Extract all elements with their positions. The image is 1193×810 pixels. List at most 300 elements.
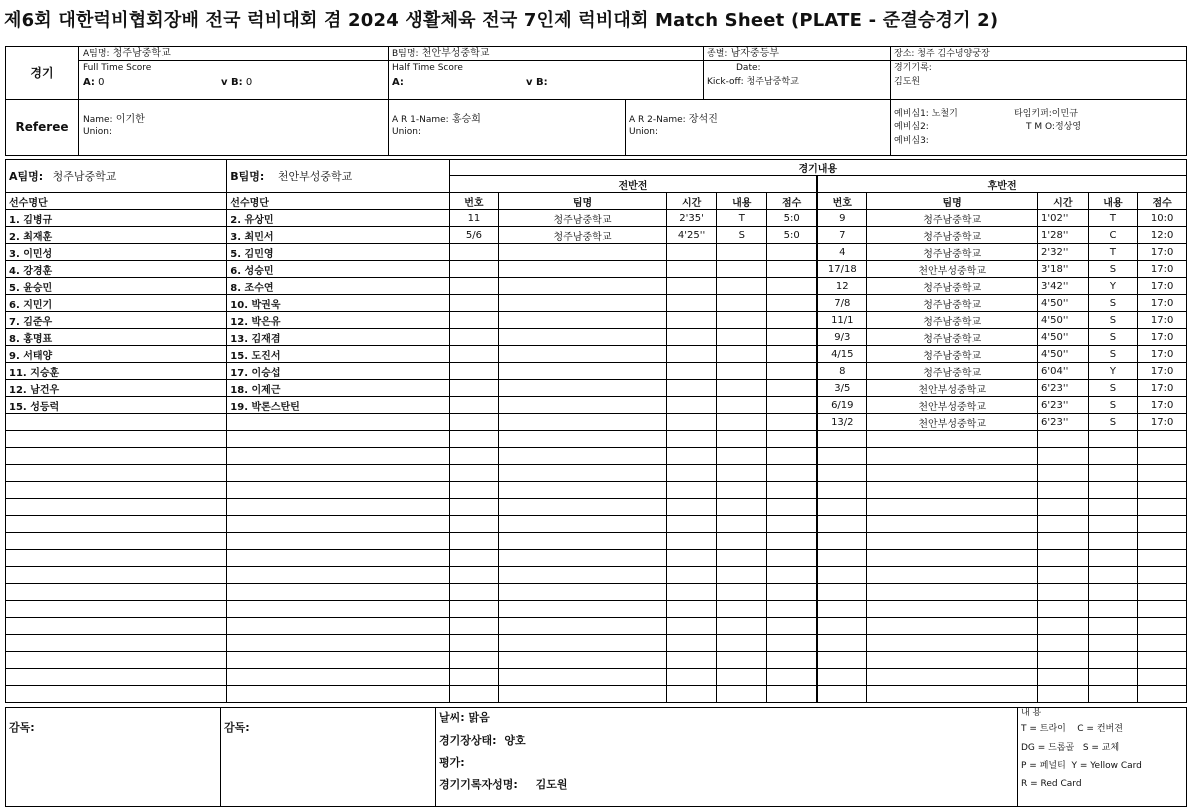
table-row <box>6 397 1187 414</box>
second-half-team <box>867 431 1038 448</box>
roster-player-b <box>227 550 449 567</box>
referee-union-label: Union: <box>83 127 113 137</box>
first-half-no <box>449 380 499 397</box>
second-half-score: 17:0 <box>1138 244 1187 261</box>
table-row <box>6 278 1187 295</box>
first-half-no <box>449 431 499 448</box>
first-half-score <box>767 482 818 499</box>
legend-line-1: T = 트라이 C = 컨버젼 <box>1021 724 1123 734</box>
table-row <box>6 550 1187 567</box>
first-half-no: 11 <box>449 210 499 227</box>
first-half-time <box>666 465 717 482</box>
team-b-name: 천안부성중학교 <box>421 48 490 59</box>
second-half-time: 2'32'' <box>1037 244 1088 261</box>
first-half-type <box>717 550 767 567</box>
first-half-score <box>767 380 818 397</box>
first-half-team <box>499 295 667 312</box>
second-half-score: 17:0 <box>1138 397 1187 414</box>
second-half-score: 10:0 <box>1138 210 1187 227</box>
second-half-team: 천안부성중학교 <box>867 397 1038 414</box>
first-half-type <box>717 686 767 703</box>
field-value: 양호 <box>504 734 526 747</box>
second-half-team: 청주남중학교 <box>867 329 1038 346</box>
roster-player-b <box>227 567 449 584</box>
first-half-team <box>499 618 667 635</box>
second-half-team <box>867 465 1038 482</box>
division-value: 남자중등부 <box>730 48 779 59</box>
first-half-no <box>449 278 499 295</box>
first-half-time <box>666 584 717 601</box>
second-half-type <box>1088 635 1138 652</box>
first-half-team <box>499 380 667 397</box>
second-half-no: 7 <box>817 227 867 244</box>
col-team-1: 팀명 <box>499 193 667 210</box>
first-half-type <box>717 499 767 516</box>
table-row <box>6 601 1187 618</box>
first-half-no <box>449 295 499 312</box>
table-row <box>6 465 1187 482</box>
second-half-time <box>1037 635 1088 652</box>
roster-player-b <box>227 601 449 618</box>
legend-title: 내 용 <box>1021 708 1042 718</box>
roster-player-a: 1. 김병규 <box>6 210 227 227</box>
roster-player-b: 12. 박은유 <box>227 312 449 329</box>
second-half-score <box>1138 448 1187 465</box>
table-row <box>6 516 1187 533</box>
second-half-type <box>1088 465 1138 482</box>
first-half-type <box>717 431 767 448</box>
first-half-no <box>449 482 499 499</box>
roster-list-label-b: 선수명단 <box>227 193 449 210</box>
second-half-no <box>817 482 867 499</box>
roster-player-a: 8. 홍명표 <box>6 329 227 346</box>
first-half-type <box>717 363 767 380</box>
second-half-time <box>1037 669 1088 686</box>
first-half-score <box>767 618 818 635</box>
first-half-type <box>717 329 767 346</box>
venue-value: 청주 김수녕양궁장 <box>917 49 990 59</box>
first-half-team <box>499 635 667 652</box>
first-half-type <box>717 278 767 295</box>
first-half-time <box>666 244 717 261</box>
ft-b-score: 0 <box>245 77 253 88</box>
first-half-no <box>449 244 499 261</box>
first-half-type <box>717 397 767 414</box>
second-half-team <box>867 635 1038 652</box>
first-half-team <box>499 312 667 329</box>
first-half-type: S <box>717 227 767 244</box>
first-half-time <box>666 567 717 584</box>
second-half-type: S <box>1088 261 1138 278</box>
roster-player-a <box>6 550 227 567</box>
second-half-no: 9/3 <box>817 329 867 346</box>
first-half-type <box>717 482 767 499</box>
second-half-team <box>867 448 1038 465</box>
first-half-team <box>499 414 667 431</box>
second-half-team <box>867 567 1038 584</box>
first-half-score <box>767 431 818 448</box>
full-time-label: Full Time Score <box>83 63 152 73</box>
second-half-score <box>1138 431 1187 448</box>
second-half-score <box>1138 550 1187 567</box>
table-row <box>6 686 1187 703</box>
recorder-sign-label: 경기기록자성명: <box>439 778 518 791</box>
roster-team-b: 천안부성중학교 <box>277 170 353 183</box>
roster-player-b: 17. 이승섭 <box>227 363 449 380</box>
first-half-time <box>666 550 717 567</box>
first-half-no <box>449 635 499 652</box>
timekeeper: 타임키퍼:이민규 <box>1014 109 1078 119</box>
first-half-team <box>499 516 667 533</box>
second-half-time <box>1037 516 1088 533</box>
match-label: 경기 <box>6 47 79 99</box>
roster-player-b <box>227 431 449 448</box>
second-half-type: S <box>1088 329 1138 346</box>
first-half-time <box>666 278 717 295</box>
second-half-type: S <box>1088 414 1138 431</box>
second-half-team: 청주남중학교 <box>867 312 1038 329</box>
roster-player-b: 18. 이제근 <box>227 380 449 397</box>
first-half-no <box>449 312 499 329</box>
roster-player-b <box>227 669 449 686</box>
roster-player-b <box>227 499 449 516</box>
second-half-no: 13/2 <box>817 414 867 431</box>
second-half-score <box>1138 482 1187 499</box>
page-title: 제6회 대한럭비협회장배 전국 럭비대회 겸 2024 생활체육 전국 7인제 럭비대회 Match Sheet (PLATE - 준결승경기 2) <box>4 10 999 31</box>
venue-label: 장소: <box>894 49 915 59</box>
first-half-score <box>767 669 818 686</box>
first-half-no <box>449 601 499 618</box>
col-type-2: 내용 <box>1088 193 1138 210</box>
roster-player-a <box>6 567 227 584</box>
second-half-team <box>867 686 1038 703</box>
first-half-time <box>666 635 717 652</box>
table-row <box>6 227 1187 244</box>
roster-player-b: 3. 최민서 <box>227 227 449 244</box>
roster-team-row <box>6 160 1187 176</box>
first-half-time <box>666 346 717 363</box>
second-half-score <box>1138 652 1187 669</box>
match-content-label: 경기내용 <box>449 160 1186 176</box>
roster-player-a <box>6 652 227 669</box>
table-row <box>6 363 1187 380</box>
first-half-type <box>717 516 767 533</box>
first-half-team <box>499 482 667 499</box>
roster-player-b <box>227 448 449 465</box>
first-half-score: 5:0 <box>767 210 818 227</box>
second-half-score <box>1138 669 1187 686</box>
table-row <box>6 312 1187 329</box>
roster-player-b: 6. 성승민 <box>227 261 449 278</box>
first-half-time <box>666 516 717 533</box>
field-label: 경기장상태: <box>439 734 497 747</box>
first-half-team: 청주남중학교 <box>499 227 667 244</box>
col-no-2: 번호 <box>817 193 867 210</box>
second-half-no <box>817 550 867 567</box>
second-half-team <box>867 516 1038 533</box>
first-half-score <box>767 601 818 618</box>
first-half-score <box>767 550 818 567</box>
first-half-score <box>767 329 818 346</box>
second-half-type <box>1088 431 1138 448</box>
roster-team-a: 청주남중학교 <box>52 170 117 183</box>
roster-list-label-a: 선수명단 <box>6 193 227 210</box>
second-half-time: 6'23'' <box>1037 397 1088 414</box>
second-half-no <box>817 584 867 601</box>
roster-player-b <box>227 414 449 431</box>
second-half-type <box>1088 669 1138 686</box>
first-half-no <box>449 329 499 346</box>
second-half-no <box>817 652 867 669</box>
second-half-time <box>1037 431 1088 448</box>
first-half-score <box>767 499 818 516</box>
recorder-sign-value: 김도원 <box>535 778 568 791</box>
second-half-no <box>817 567 867 584</box>
second-half-time <box>1037 533 1088 550</box>
reserve-ref-1: 예비심1: 노철기 <box>894 109 958 119</box>
second-half-type: S <box>1088 312 1138 329</box>
team-a-name: 청주남중학교 <box>112 48 171 59</box>
second-half-team: 청주남중학교 <box>867 244 1038 261</box>
second-half-team: 천안부성중학교 <box>867 380 1038 397</box>
ar2-union-label: Union: <box>629 127 659 137</box>
first-half-type <box>717 312 767 329</box>
roster-player-a <box>6 465 227 482</box>
footer-block <box>5 707 1187 807</box>
first-half-time <box>666 499 717 516</box>
second-half-score <box>1138 499 1187 516</box>
second-half-time <box>1037 584 1088 601</box>
first-half-score <box>767 244 818 261</box>
roster-player-b <box>227 618 449 635</box>
second-half-no: 12 <box>817 278 867 295</box>
table-row <box>6 669 1187 686</box>
first-half-team <box>499 499 667 516</box>
first-half-time <box>666 312 717 329</box>
second-half-no <box>817 448 867 465</box>
first-half-time <box>666 380 717 397</box>
roster-player-a: 9. 서태양 <box>6 346 227 363</box>
second-half-time: 4'50'' <box>1037 346 1088 363</box>
first-half-label: 전반전 <box>449 176 817 193</box>
roster-player-a <box>6 618 227 635</box>
roster-player-b <box>227 516 449 533</box>
first-half-no <box>449 669 499 686</box>
roster-player-a <box>6 635 227 652</box>
first-half-time <box>666 652 717 669</box>
first-half-time <box>666 414 717 431</box>
roster-player-a: 7. 김준우 <box>6 312 227 329</box>
first-half-no <box>449 550 499 567</box>
second-half-score <box>1138 533 1187 550</box>
roster-player-a <box>6 448 227 465</box>
second-half-score: 17:0 <box>1138 261 1187 278</box>
roster-player-a <box>6 669 227 686</box>
first-half-time <box>666 329 717 346</box>
second-half-time: 4'50'' <box>1037 295 1088 312</box>
second-half-time <box>1037 567 1088 584</box>
roster-player-b <box>227 482 449 499</box>
second-half-type: T <box>1088 210 1138 227</box>
first-half-type <box>717 346 767 363</box>
first-half-time <box>666 261 717 278</box>
second-half-score: 17:0 <box>1138 346 1187 363</box>
first-half-no <box>449 516 499 533</box>
first-half-type <box>717 261 767 278</box>
second-half-score <box>1138 465 1187 482</box>
second-half-team <box>867 550 1038 567</box>
table-row <box>6 533 1187 550</box>
table-row <box>6 652 1187 669</box>
second-half-time <box>1037 550 1088 567</box>
second-half-no: 8 <box>817 363 867 380</box>
second-half-team <box>867 652 1038 669</box>
first-half-no <box>449 584 499 601</box>
first-half-score <box>767 652 818 669</box>
second-half-type: S <box>1088 346 1138 363</box>
second-half-score: 17:0 <box>1138 278 1187 295</box>
second-half-no <box>817 686 867 703</box>
second-half-score: 17:0 <box>1138 295 1187 312</box>
second-half-score: 12:0 <box>1138 227 1187 244</box>
ft-vb-label: v B: <box>221 77 243 88</box>
first-half-time <box>666 686 717 703</box>
second-half-time: 1'02'' <box>1037 210 1088 227</box>
ar1-label: A R 1-Name: <box>392 115 449 125</box>
first-half-time <box>666 363 717 380</box>
table-row <box>6 567 1187 584</box>
ar2-label: A R 2-Name: <box>629 115 686 125</box>
table-row <box>6 329 1187 346</box>
second-half-type: Y <box>1088 278 1138 295</box>
weather-label: 날씨: <box>439 711 465 724</box>
second-half-no: 4/15 <box>817 346 867 363</box>
first-half-score <box>767 397 818 414</box>
second-half-score <box>1138 635 1187 652</box>
first-half-team <box>499 244 667 261</box>
second-half-time <box>1037 482 1088 499</box>
first-half-type <box>717 584 767 601</box>
first-half-type <box>717 380 767 397</box>
first-half-score <box>767 278 818 295</box>
first-half-no <box>449 346 499 363</box>
first-half-team <box>499 601 667 618</box>
roster-player-a <box>6 533 227 550</box>
first-half-score <box>767 312 818 329</box>
first-half-type <box>717 448 767 465</box>
col-time-1: 시간 <box>666 193 717 210</box>
referee-name: 이기한 <box>115 114 145 125</box>
division-label: 종별: <box>707 49 728 59</box>
second-half-time: 4'50'' <box>1037 329 1088 346</box>
table-row <box>6 635 1187 652</box>
first-half-score <box>767 567 818 584</box>
ft-a-label: A: <box>83 77 95 88</box>
match-sheet-body <box>6 160 1187 703</box>
second-half-no: 7/8 <box>817 295 867 312</box>
roster-player-b <box>227 652 449 669</box>
first-half-score <box>767 584 818 601</box>
recorder-label: 경기기록: <box>894 63 932 73</box>
eval-label: 평가: <box>439 756 465 769</box>
first-half-score <box>767 635 818 652</box>
second-half-no <box>817 533 867 550</box>
second-half-time: 6'23'' <box>1037 380 1088 397</box>
roster-player-b <box>227 465 449 482</box>
first-half-team <box>499 431 667 448</box>
second-half-score <box>1138 601 1187 618</box>
first-half-score <box>767 363 818 380</box>
roster-player-a: 5. 윤승민 <box>6 278 227 295</box>
second-half-team <box>867 533 1038 550</box>
first-half-type <box>717 601 767 618</box>
first-half-no <box>449 618 499 635</box>
col-time-2: 시간 <box>1037 193 1088 210</box>
second-half-type <box>1088 516 1138 533</box>
second-half-type <box>1088 652 1138 669</box>
second-half-score: 17:0 <box>1138 414 1187 431</box>
second-half-no: 9 <box>817 210 867 227</box>
first-half-score <box>767 686 818 703</box>
second-half-type: S <box>1088 380 1138 397</box>
roster-player-a: 6. 지민기 <box>6 295 227 312</box>
roster-team-b-label: B팀명: <box>230 170 265 183</box>
second-half-type <box>1088 567 1138 584</box>
second-half-team: 청주남중학교 <box>867 278 1038 295</box>
legend-line-3: P = 페널티 Y = Yellow Card <box>1021 761 1142 771</box>
table-row <box>6 380 1187 397</box>
roster-player-b: 10. 박권욱 <box>227 295 449 312</box>
first-half-no <box>449 397 499 414</box>
ar1-union-label: Union: <box>392 127 422 137</box>
table-row <box>6 431 1187 448</box>
table-row <box>6 261 1187 278</box>
ar1-name: 홍승희 <box>451 114 481 125</box>
coach-a-label: 감독: <box>9 721 35 734</box>
roster-player-b <box>227 533 449 550</box>
first-half-score: 5:0 <box>767 227 818 244</box>
roster-team-a-cell <box>6 160 227 193</box>
first-half-no: 5/6 <box>449 227 499 244</box>
first-half-score <box>767 346 818 363</box>
roster-player-a: 3. 이민성 <box>6 244 227 261</box>
table-row <box>6 448 1187 465</box>
second-half-no <box>817 465 867 482</box>
roster-player-a <box>6 584 227 601</box>
first-half-type <box>717 244 767 261</box>
roster-player-b: 15. 도진서 <box>227 346 449 363</box>
roster-player-a: 11. 지승훈 <box>6 363 227 380</box>
second-half-team: 청주남중학교 <box>867 295 1038 312</box>
second-half-score <box>1138 618 1187 635</box>
match-sheet-table <box>5 159 1187 703</box>
first-half-no <box>449 261 499 278</box>
tmo: T M O:정상영 <box>1026 122 1082 132</box>
second-half-team: 청주남중학교 <box>867 227 1038 244</box>
roster-player-b <box>227 584 449 601</box>
first-half-team: 청주남중학교 <box>499 210 667 227</box>
first-half-team <box>499 261 667 278</box>
table-row <box>6 499 1187 516</box>
first-half-no <box>449 686 499 703</box>
second-half-team: 청주남중학교 <box>867 346 1038 363</box>
roster-player-b <box>227 635 449 652</box>
first-half-type <box>717 669 767 686</box>
roster-player-b: 8. 조수연 <box>227 278 449 295</box>
roster-player-b: 13. 김재겸 <box>227 329 449 346</box>
second-half-no <box>817 635 867 652</box>
second-half-time: 1'28'' <box>1037 227 1088 244</box>
